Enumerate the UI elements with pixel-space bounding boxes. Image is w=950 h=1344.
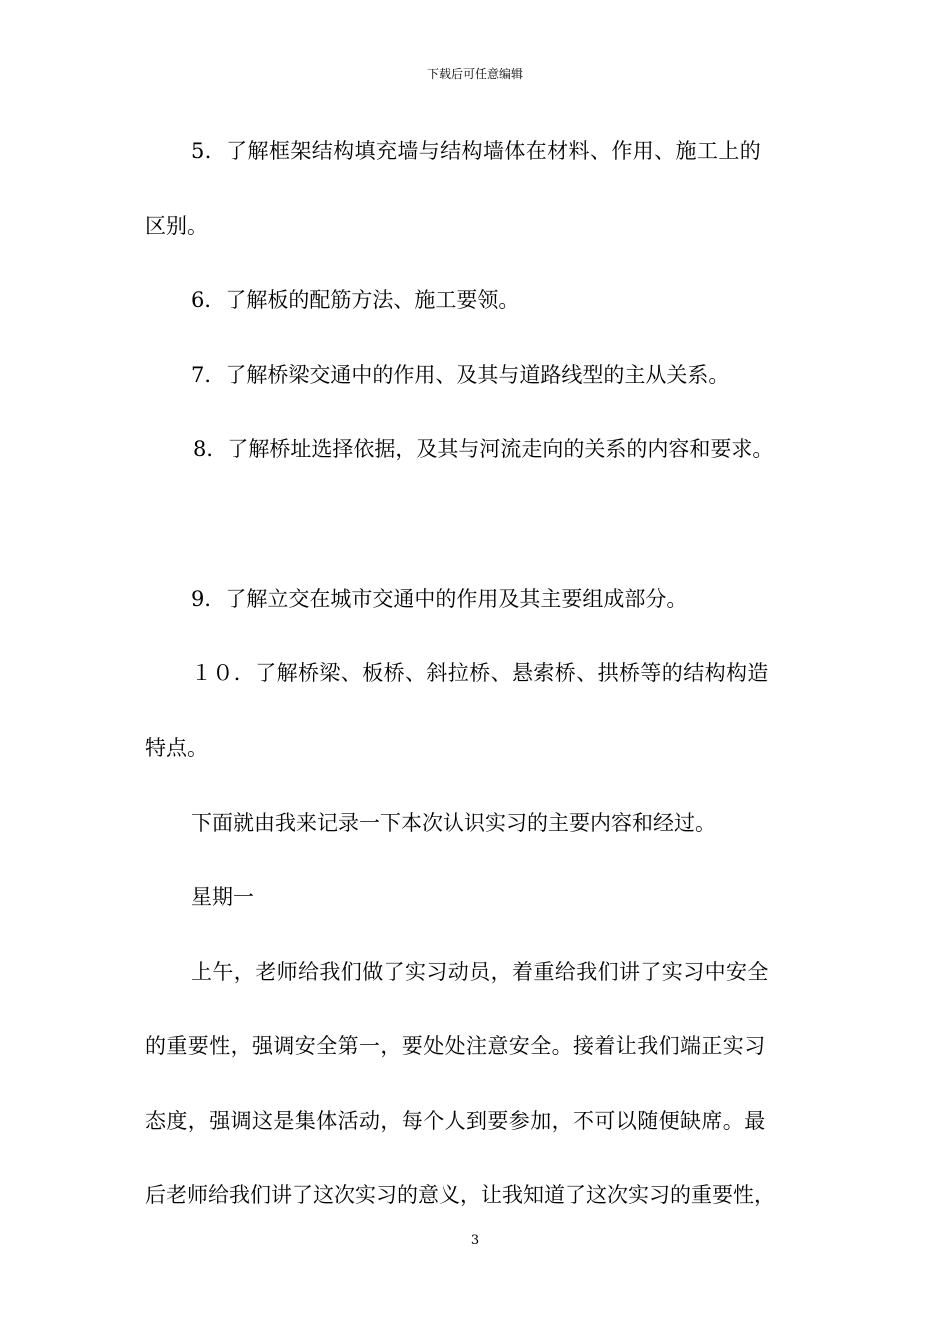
paragraph-line-1: 5．了解框架结构填充墙与结构墙体在材料、作用、施工上的 (191, 139, 762, 163)
paragraph-line-8: 特点。 (145, 736, 208, 760)
paragraph-line-10: 星期一 (191, 885, 254, 909)
paragraph-line-4: 7．了解桥梁交通中的作用、及其与道路线型的主从关系。 (191, 363, 730, 387)
paragraph-line-12: 的重要性，强调安全第一，要处处注意安全。接着让我们端正实习 (145, 1034, 766, 1058)
paragraph-line-11: 上午，老师给我们做了实习动员，着重给我们讲了实习中安全 (191, 960, 769, 984)
paragraph-line-3: 6．了解板的配筋方法、施工要领。 (191, 288, 520, 312)
paragraph-line-6: 9．了解立交在城市交通中的作用及其主要组成部分。 (191, 587, 688, 611)
paragraph-line-7: １０．了解桥梁、板桥、斜拉桥、悬索桥、拱桥等的结构构造 (191, 661, 769, 685)
paragraph-line-2: 区别。 (145, 214, 208, 238)
paragraph-line-14: 后老师给我们讲了这次实习的意义，让我知道了这次实习的重要性， (145, 1183, 775, 1207)
paragraph-line-5: 8．了解桥址选择依据，及其与河流走向的关系的内容和要求。 (193, 437, 774, 461)
page-number: 3 (470, 1233, 480, 1248)
page-header: 下载后可任意编辑 (426, 67, 523, 81)
paragraph-line-13: 态度，强调这是集体活动，每个人到要参加，不可以随便缺席。最 (145, 1109, 766, 1133)
paragraph-line-9: 下面就由我来记录一下本次认识实习的主要内容和经过。 (191, 811, 716, 835)
